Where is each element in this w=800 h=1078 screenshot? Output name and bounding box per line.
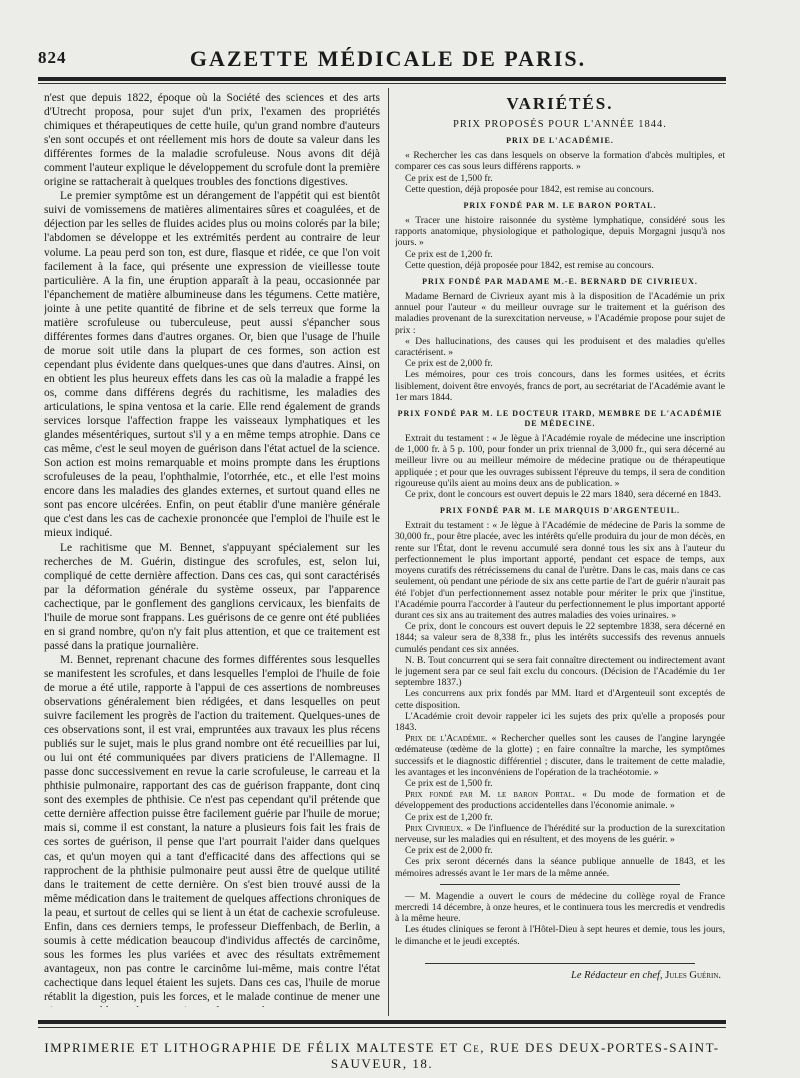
editor-label: Le Rédacteur en chef, bbox=[571, 969, 663, 981]
prize-schedule: Ce prix, dont le concours est ouvert depuis le 22 septembre 1838, sera décerné en 1844; sa valeur sera de 8,338 fr., plus les intérêts successifs des revenus annuels cumulés pendant ces six années. bbox=[395, 621, 725, 655]
footer-rule-thin bbox=[38, 1027, 726, 1028]
prize-text: « Des hallucinations, des causes qui les produisent et des maladies qu'elles caractérisent. » bbox=[395, 335, 725, 359]
article-paragraph: M. Bennet, reprenant chacune des formes différentes sous lesquelles se manifestent les scrofules, et dans lesquelles l'emploi de l'huile de foie de morue a été utile, rapporte à l'appui de ces assertions de nombreuses observations généralement bien rédigées, et dans lesquelles on peut suivre facilement les progrès de l'action du traitement. Quelques-unes de ces observations sont, il est vrai, empruntées aux travaux les plus récens publiés sur le sujet, mais le plus grand nombre ont été recueillies par lui, ou lui ont été communiquées par divers praticiens de l'Allemagne. Il passe donc successivement en revue la carie scrofuleuse, le carreau et la phthisie pulmonaire, rapportant des cas de guérison frappante, dont cinq sont des exemples de phthisie. Ce n'est pas cependant qu'il prétende que cette dernière affection puisse être facilement guérie par l'huile de morue; mais si, comme il est constant, la nature a plusieurs fois fait les frais de ces sortes de guérison, il pense que l'art pourrait l'aider dans quelques cas, et qu'un moyen qui a tant d'efficacité dans des affections qui se rapprochent de la phthisie pulmonaire peut aussi être de quelque utilité dans le traitement de cette dernière. On s'est bien trouvé aussi de la même médication dans le traitement de quelques affections chroniques de la peau, et surtout de celles qui se lient à un état de cachexie scrofuleuse. Enfin, dans ces derniers temps, le professeur Dieffenbach, de Berlin, a soumis à cette médication beaucoup d'individus affectés de carcinôme, sous les formes les plus variées et avec des résultats extrêmement avantageux, non pas contre le carcinôme lui-même, mais contre l'état cachectique dans lequel étaient les sujets. Dans ces cas, l'huile de morue rétablit la digestion, puis les forces, et le malade continue de mener une bbox=[44, 653, 380, 1003]
note-exclusion: Les concurrens aux prix fondés par MM. Itard et d'Argenteuil sont exceptés de cette disposition. bbox=[395, 688, 725, 711]
prize-amount: Ce prix est de 1,500 fr. bbox=[405, 172, 493, 184]
page-number: 824 bbox=[38, 48, 67, 67]
prize-history: Cette question, déjà proposée pour 1842, est remise au concours. bbox=[405, 183, 654, 195]
note-recall: L'Académie croit devoir rappeler ici les sujets des prix qu'elle a proposés pour 1843. bbox=[395, 710, 725, 733]
prize-amount: Ce prix est de 1,200 fr. bbox=[405, 811, 493, 823]
prize-heading-portal: PRIX FONDÉ PAR M. LE BARON PORTAL. bbox=[463, 201, 657, 211]
prize-heading-civrieux: PRIX FONDÉ PAR MADAME M.-E. BERNARD DE CIVRIEUX. bbox=[422, 277, 698, 287]
right-column bbox=[395, 91, 725, 1016]
prize-text: « Tracer une histoire raisonnée du système lymphatique, considéré sous les rapports anatomique, physiologique et pathologique, depuis Morgagni jusqu'à nos jours. » bbox=[395, 215, 725, 249]
article-paragraph: Le rachitisme que M. Bennet, s'appuyant spécialement sur les recherches de M. Guérin, distingue des scrofules, est, selon lui, compliqué de cette dernière affection. Dans ces cas, qui sont caractérisés par la déformation générale du système osseux, par l'apparence cachectique, par le gonflement des ganglions cervicaux, les bienfaits de l'huile de morue sont frappans. Les guérisons de ce genre ont été publiées en si grand nombre, qu'on n'y fait plus attention, et que ce traitement est passé dans la pratique journalière. bbox=[44, 541, 380, 652]
prize-intro: Madame Bernard de Civrieux ayant mis à la disposition de l'Académie un prix annuel pour l'auteur « du meilleur ouvrage sur le traitement et la guérison des maladies provenant de la surexcitation nerveuse, » l'Académie propose pour sujet de prix : bbox=[395, 291, 725, 336]
column-divider bbox=[388, 88, 389, 1016]
editor-divider bbox=[425, 963, 695, 964]
prize-rules: Les mémoires, pour ces trois concours, dans les formes usitées, et écrits lisiblement, doivent être envoyés, francs de port, au secrétariat de l'Académie avant le 1er mars 1844. bbox=[395, 369, 725, 403]
prize-1843-civrieux bbox=[395, 823, 725, 845]
header-rule-thin bbox=[38, 83, 726, 84]
prize-heading-itard: PRIX FONDÉ PAR M. LE DOCTEUR ITARD, MEMBRE DE L'ACADÉMIE DE MÉDECINE. bbox=[397, 409, 723, 429]
section-divider bbox=[440, 884, 680, 885]
prize-amount: Ce prix est de 1,500 fr. bbox=[405, 777, 493, 789]
page-header bbox=[38, 46, 738, 72]
section-subtitle: PRIX PROPOSÉS POUR L'ANNÉE 1844. bbox=[453, 119, 667, 130]
prize-heading-argenteuil: PRIX FONDÉ PAR M. LE MARQUIS D'ARGENTEUIL. bbox=[439, 506, 681, 516]
news-magendie: — M. Magendie a ouvert le cours de médecine du collège royal de France mercredi 14 décembre, à onze heures, et le continuera tous les mercredis et vendredis à la même heure. bbox=[395, 890, 725, 925]
prizes-closing: Ces prix seront décernés dans la séance publique annuelle de 1843, et les mémoires adressés avant le 1er mars de la même année. bbox=[395, 856, 725, 879]
prize-label: Prix fondé par M. le baron Portal. bbox=[405, 789, 576, 801]
left-column bbox=[44, 91, 380, 1007]
prize-amount: Ce prix est de 2,000 fr. bbox=[405, 358, 493, 370]
prize-text: « Du mode de formation et de développement des productions accidentelles dans l'économie animale. » bbox=[395, 789, 725, 812]
prize-label: Prix de l'Académie. bbox=[405, 733, 488, 745]
prize-label: Prix Civrieux. bbox=[405, 822, 464, 834]
prize-1843-portal bbox=[395, 789, 725, 811]
journal-title: GAZETTE MÉDICALE DE PARIS. bbox=[189, 46, 587, 71]
prize-text: « De l'influence de l'hérédité sur la production de la surexcitation nerveuse, sur les maladies qui en résultent, et des moyens de les guérir. » bbox=[395, 822, 725, 845]
prize-schedule: Ce prix, dont le concours est ouvert depuis le 22 mars 1840, sera décerné en 1843. bbox=[405, 489, 721, 501]
footer-rule-thick bbox=[38, 1020, 726, 1024]
article-paragraph: n'est que depuis 1822, époque où la Société des sciences et des arts d'Utrecht proposa, pour sujet d'un prix, l'examen des propriétés chimiques et thérapeutiques de cette huile, qu'un grand nombre d'auteurs s'en sont occupés et ont réellement mis hors de doute sa valeur dans les différentes formes de la maladie scrofuleuse. Nous avons dit déjà comment l'auteur explique le développement du scrofule dont la première origine se rattacherait à quelques troubles des fonctions digestives. bbox=[44, 92, 380, 189]
prize-heading-academy: PRIX DE L'ACADÉMIE. bbox=[506, 136, 614, 146]
section-title: VARIÉTÉS. bbox=[506, 94, 614, 113]
prize-1843-academy bbox=[395, 733, 725, 778]
prize-amount: Ce prix est de 2,000 fr. bbox=[405, 845, 493, 857]
prize-testament: Extrait du testament : « Je lègue à l'Académie royale de médecine une inscription de 1,000 fr. à 5 p. 100, pour fonder un prix triennal de 3,000 fr., qui sera décerné au meilleur livre ou au meilleur mémoire de médecine pratique ou de thérapeutique appliquée ; et pour que les ouvrages subissent l'épreuve du temps, il sera de condition rigoureuse qu'ils aient au moins deux ans de publication. » bbox=[395, 433, 725, 489]
prize-text: « Rechercher les cas dans lesquels on observe la formation d'abcès multiples, et comparer ces cas sous leurs différens rapports. » bbox=[395, 150, 725, 173]
editor-signature bbox=[395, 970, 725, 981]
prize-text: « Rechercher quelles sont les causes de l'angine laryngée œdémateuse (œdème de la glotte) ; en faire connaître la marche, les symptômes successifs et le diagnostic différentiel ; discuter, dans le traitement de cette maladie, les avantages et les inconvéniens de l'opération de la trachéotomie. » bbox=[395, 733, 725, 778]
note-nb: N. B. Tout concurrent qui se sera fait connaître directement ou indirectement avant le jugement sera par ce seul fait exclu du concours. (Décision de l'Académie du 1er septembre 1837.) bbox=[395, 654, 725, 689]
prize-amount: Ce prix est de 1,200 fr. bbox=[405, 248, 493, 260]
editor-name: Jules Guérin. bbox=[665, 969, 721, 981]
news-clinics: Les études cliniques se feront à l'Hôtel-Dieu à sept heures et demie, tous les jours, le dimanche et le jeudi exceptés. bbox=[395, 924, 725, 947]
header-rule-thick bbox=[38, 77, 726, 81]
prize-history: Cette question, déjà proposée pour 1842, est remise au concours. bbox=[405, 259, 654, 271]
article-paragraph: Le premier symptôme est un dérangement de l'appétit qui est bientôt suivi de vomissemens de matières alimentaires sûres et coagulées, et de déjection par les selles de fluides acides plus ou moins colorés par la bile; l'abdomen se développe et les extrémités perdent au contraire de leur volume. La peau perd son ton, est dure, flasque et ridée, ce que l'on voit facilement à la face, qui présente une expression de vieillesse toute particulière. A la fin, une éruption apparaît à la peau, occasionnée par l'épanchement de matière albumineuse dans les tégumens. Cette matière, jointe à une petite quantité de fibrine et de sels terreux que forme la matière scrofuleuse ou tuberculeuse, peut aussi s'épancher sous différentes formes dans d'autres organes. Or, bien que l'usage de l'huile de morue soit utile dans la plupart de ces formes, son action est cependant plus évidente dans quelques-unes que dans d'autres. Ainsi, on en obtient les plus heureux effets dans les cas où la maladie a frappé les os, comme dans différens degrés du rachitisme, les maladies des articulations, le spina ventosa et la carie. Elle rend également de grands services lorsque l'affection frappe les vaisseaux lymphatiques et les glandes mésentériques, surtout s'il y a en même temps atrophie. Dans ce cas même, c'est le seul moyen de guérison dans l'état actuel de la science. Son action est moins remarquable et moins prompte dans les éruptions scrofuleuses de la peau, l'ophthalmie, l'otorrhée, etc., et elle l'est moins encore dans les maladies des glandes externes, et surtout quand elles ne sont pas encore ulcérées. Enfin, on peut établir d'une manière générale que c'est dans les cas de cachexie prononcée que l'emploi de l'huile est le mieux indiqué. bbox=[44, 190, 380, 540]
prize-testament: Extrait du testament : « Je lègue à l'Académie de médecine de Paris la somme de 30,000 fr., pour être placée, avec les intérêts qu'elle produira du jour de mon décès, en rente sur l'État, dont le revenu accumulé sera donné tous les six ans à l'auteur du perfectionnement le plus important apporté, pendant cet espace de temps, aux moyens curatifs des rétrécissemens du canal de l'urètre. Dans le cas, mais dans ce cas seulement, où pendant une période de six ans cette partie de l'art de guérir n'aurait pas été l'objet d'un perfectionnement assez notable pour mériter le prix que j'institue, l'Académie pourra l'accorder à l'auteur du perfectionnement le plus important apporté durant ces six ans au traitement des autres maladies des voies urinaires. » bbox=[395, 520, 725, 621]
printer-imprint: IMPRIMERIE ET LITHOGRAPHIE DE FÉLIX MALTESTE ET Ce, RUE DES DEUX-PORTES-SAINT-SAUVEUR, 18. bbox=[44, 1040, 720, 1071]
